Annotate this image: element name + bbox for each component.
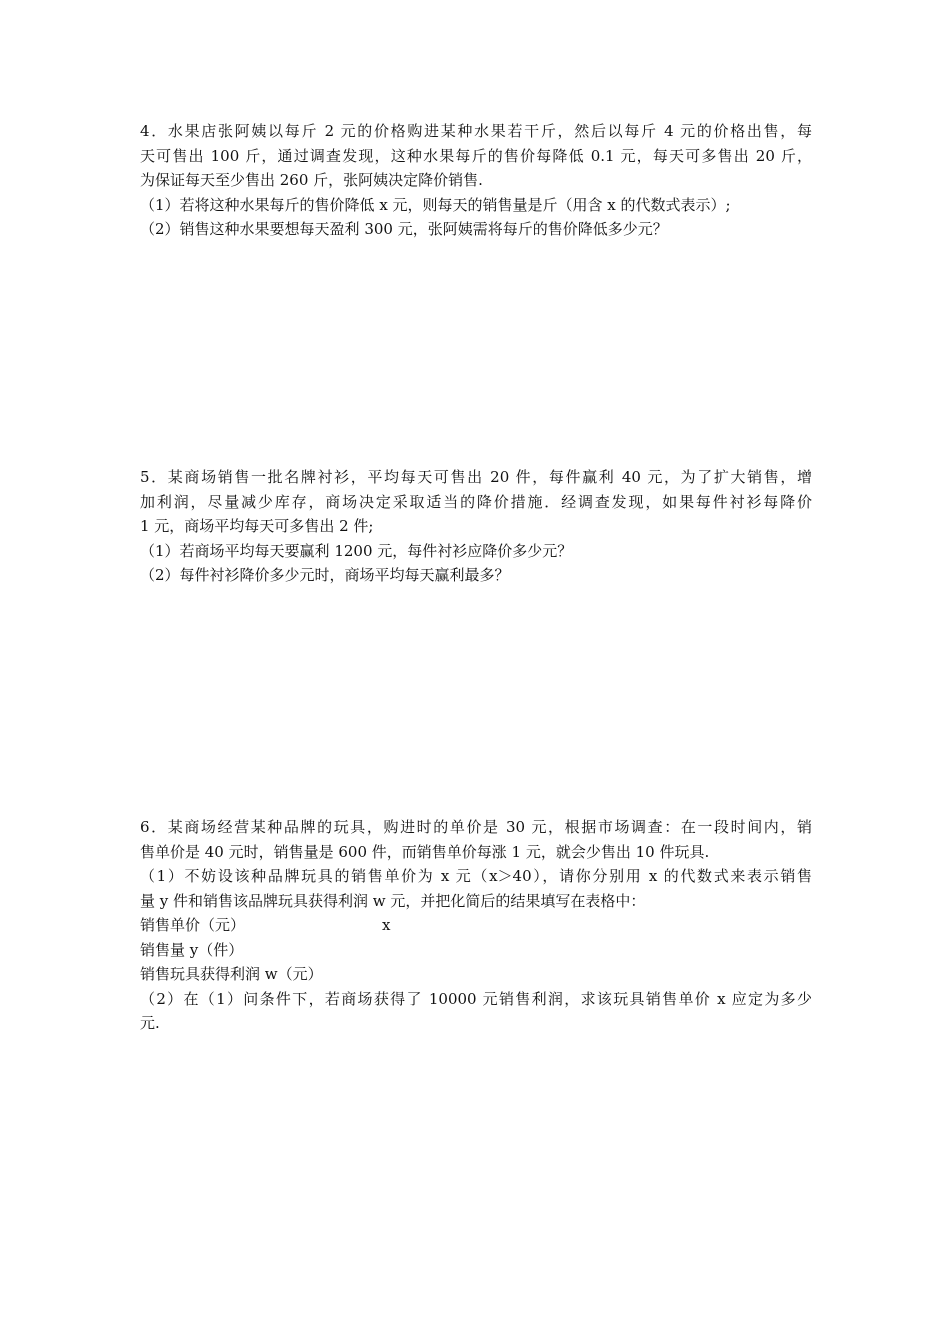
problem-5-line-2: 加利润，尽量减少库存，商场决定采取适当的降价措施．经调查发现，如果每件衬衫每降价 xyxy=(140,492,812,511)
problem-6 xyxy=(140,815,812,1036)
problem-6-question-2-line-1: （2）在（1）问条件下，若商场获得了 10000 元销售利润，求该玩具销售单价 x 应定为多少 xyxy=(140,989,812,1008)
problem-6-question-1-line-2: 量 y 件和销售该品牌玩具获得利润 w 元，并把化简后的结果填写在表格中： xyxy=(140,891,646,910)
problem-4-question-2: （2）销售这种水果要想每天盈利 300 元，张阿姨需将每斤的售价降低多少元？ xyxy=(140,220,668,238)
table-label-unit-price: 销售单价（元） xyxy=(140,916,246,934)
problem-6-question-2-line-2: 元. xyxy=(140,1014,160,1032)
table-row-unit-price xyxy=(140,913,812,938)
problem-6-line-1: 6．某商场经营某种品牌的玩具，购进时的单价是 30 元，根据市场调查：在一段时间内，销 xyxy=(140,818,812,836)
problem-5-line-3: 1 元，商场平均每天可多售出 2 件; xyxy=(140,517,374,535)
problem-4-question-1: （1）若将这种水果每斤的售价降低 x 元，则每天的销售量是斤（用含 x 的代数式表示）; xyxy=(140,195,731,214)
table-label-profit: 销售玩具获得利润 w（元） xyxy=(140,965,323,983)
problem-6-line-2: 售单价是 40 元时，销售量是 600 件，而销售单价每涨 1 元，就会少售出 10 件玩具. xyxy=(140,842,710,861)
table-value-unit-price: x xyxy=(382,916,391,934)
problem-6-question-1-line-1: （1）不妨设该种品牌玩具的销售单价为 x 元（x＞40），请你分别用 x 的代数式来表示销售 xyxy=(140,867,812,885)
problem-4 xyxy=(140,119,812,242)
problem-5-line-1: 5．某商场销售一批名牌衬衫，平均每天可售出 20 件，每件赢利 40 元，为了扩大销售，增 xyxy=(140,468,812,486)
table-row-sales-volume xyxy=(140,938,812,963)
table-row-profit xyxy=(140,962,812,987)
problem-5-question-2: （2）每件衬衫降价多少元时，商场平均每天赢利最多？ xyxy=(140,566,510,584)
problem-4-line-2: 天可售出 100 斤，通过调查发现，这种水果每斤的售价每降低 0.1 元，每天可多售出 20 斤， xyxy=(140,146,812,165)
table-label-sales-volume: 销售量 y（件） xyxy=(140,940,244,959)
problem-5-question-1: （1）若商场平均每天要赢利 1200 元，每件衬衫应降价多少元？ xyxy=(140,541,573,560)
problem-5 xyxy=(140,465,812,588)
problem-4-line-3: 为保证每天至少售出 260 斤，张阿姨决定降价销售. xyxy=(140,171,483,189)
problem-4-line-1: 4．水果店张阿姨以每斤 2 元的价格购进某种水果若干斤，然后以每斤 4 元的价格出售，每 xyxy=(140,122,812,140)
